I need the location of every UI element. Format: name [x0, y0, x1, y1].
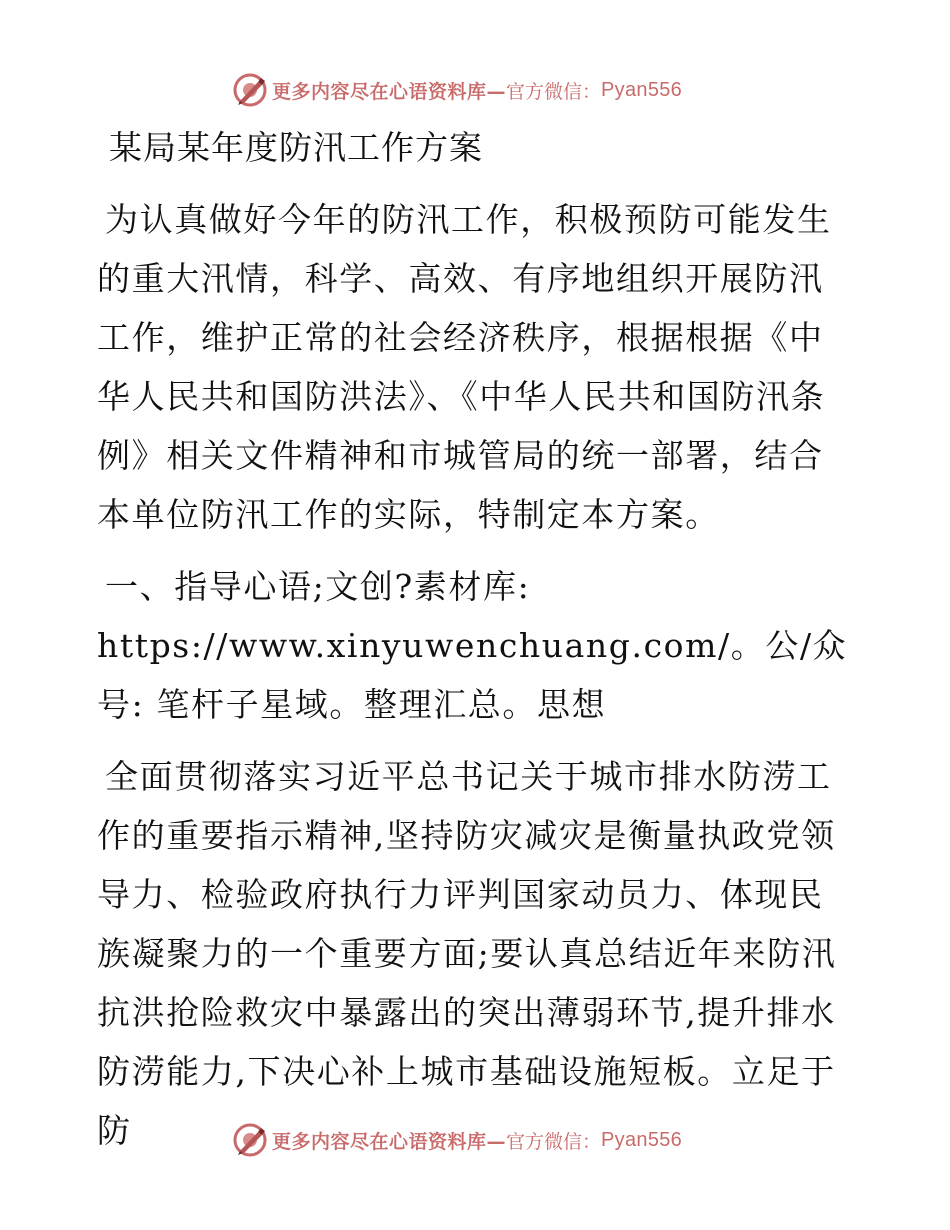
footer-banner-text: 更多内容尽在心语资料库— — [272, 1130, 507, 1153]
paragraph-section-one: 一、指导心语;文创?素材库: https://www.xinyuwenchuang.com/。公/众号: 笔杆子星域。整理汇总。思想 — [97, 567, 848, 724]
document-body — [97, 120, 857, 1160]
header-wechat-label: 官方微信： — [506, 80, 602, 103]
pen-logo-icon — [232, 72, 268, 108]
header-banner — [232, 70, 712, 110]
paragraph-guidance: 全面贯彻落实习近平总书记关于城市排水防涝工作的重要指示精神,坚持防灾减灾是衡量执政党领导力、检验政府执行力评判国家动员力、体现民族凝聚力的一个重要方面;要认真总结近年来防汛抗洪抢险救灾中暴露出的突出薄弱环节,提升排水防涝能力,下决心补上城市基础设施短板。立足于防 — [97, 757, 837, 1150]
header-banner-text: 更多内容尽在心语资料库— — [272, 80, 507, 103]
pen-logo-icon — [232, 1122, 268, 1158]
footer-wechat-label: 官方微信： — [506, 1130, 602, 1153]
footer-banner — [232, 1120, 712, 1160]
paragraph-intro: 为认真做好今年的防汛工作，积极预防可能发生的重大汛情，科学、高效、有序地组织开展防汛工作，维护正常的社会经济秩序，根据根据《中华人民共和国防洪法》、《中华人民共和国防汛条例》相关文件精神和市城管局的统一部署，结合本单位防汛工作的实际，特制定本方案。 — [97, 200, 832, 534]
document-title: 某局某年度防汛工作方案 — [109, 128, 483, 167]
header-wechat-id: Pyan556 — [601, 78, 683, 101]
footer-wechat-id: Pyan556 — [601, 1128, 683, 1151]
